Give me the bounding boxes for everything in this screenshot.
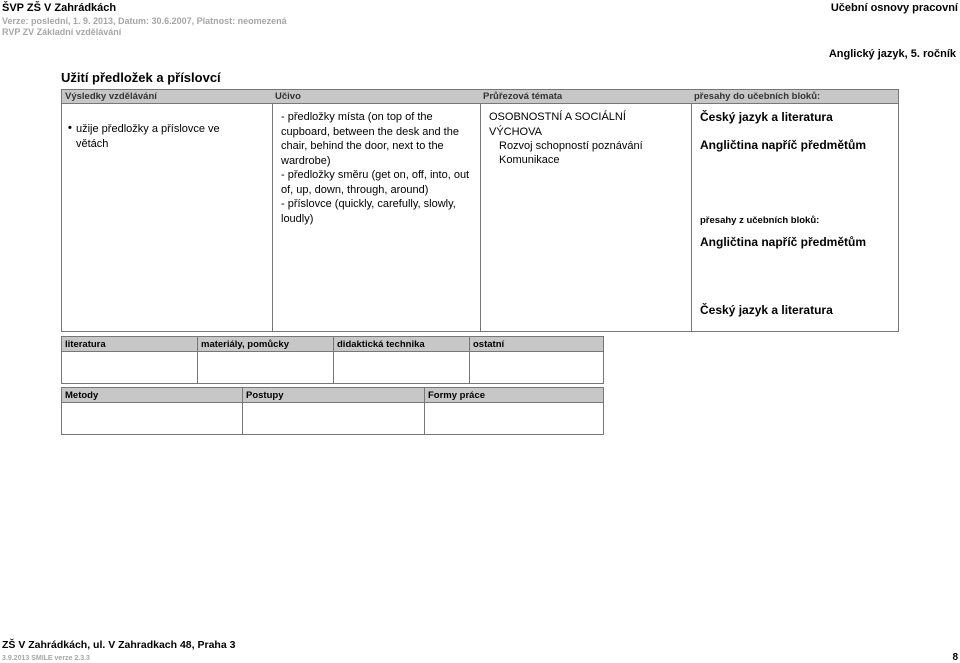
didactic-tech-cell [334, 352, 470, 383]
outcomes-cell [62, 104, 272, 331]
subject-grade: Anglický jazyk, 5. ročník [828, 48, 956, 60]
link-from-subject[interactable]: Angličtina napříč předmětům [700, 235, 867, 249]
document-type-label: Učební osnovy pracovní [830, 2, 958, 14]
header-materials: materiály, pomůcky [198, 337, 334, 352]
cross-topic-item: Komunikace [499, 154, 560, 166]
footer-address: ZŠ V Zahrádkách, ul. V Zahradkach 48, Praha 3 [2, 639, 236, 651]
section-title: Užití předložek a příslovcí [61, 70, 221, 85]
cross-topic-item: Rozvoj schopností poznávání [499, 140, 643, 152]
literature-cell [62, 352, 198, 383]
link-to-subject[interactable]: Český jazyk a literatura [700, 110, 833, 124]
curriculum-table [61, 89, 899, 332]
materials-cell [198, 352, 334, 383]
header-links-to: přesahy do učebních bloků: [691, 90, 898, 104]
school-title: ŠVP ZŠ V Zahrádkách [2, 2, 117, 14]
procedures-cell [243, 403, 425, 434]
links-cell [691, 104, 898, 331]
curriculum-cell [272, 104, 480, 331]
framework-line: RVP ZV Základní vzdělávání [2, 27, 122, 37]
links-from-label: přesahy z učebních bloků: [700, 215, 820, 226]
curriculum-text: - předložky místa (on top of the cupboard, between the desk and the chair, behind the door, next to the wardrobe) - předložky směru (get on, off, into, out of, up, down, through, around) - příslovce (quickly, carefully, slowly, loudly) [281, 111, 470, 225]
resources-table [61, 336, 604, 384]
header-didactic-tech: didaktická technika [334, 337, 470, 352]
footer-version: 3.9.2013 SMILE verze 2.3.3 [2, 655, 90, 662]
header-curriculum: Učivo [272, 90, 480, 104]
header-cross-topics: Průřezová témata [480, 90, 691, 104]
header-procedures: Postupy [243, 388, 425, 403]
version-line: Verze: poslední, 1. 9. 2013, Datum: 30.6.2007, Platnost: neomezená [2, 16, 287, 26]
methods-cell [62, 403, 243, 434]
cross-topic-title: OSOBNOSTNÍ A SOCIÁLNÍ VÝCHOVA [489, 111, 626, 138]
page-number: 8 [952, 652, 958, 663]
methods-table [61, 387, 604, 435]
link-from-subject[interactable]: Český jazyk a literatura [700, 303, 833, 317]
header-outcomes: Výsledky vzdělávání [62, 90, 272, 104]
header-other: ostatní [470, 337, 603, 352]
link-to-subject[interactable]: Angličtina napříč předmětům [700, 138, 867, 152]
outcome-text: užije předložky a příslovce ve větách [76, 123, 220, 150]
cross-topics-cell [480, 104, 691, 331]
header-methods: Metody [62, 388, 243, 403]
header-work-forms: Formy práce [425, 388, 603, 403]
header-literature: literatura [62, 337, 198, 352]
bullet-icon: • [68, 122, 72, 134]
outcome-item [68, 122, 248, 151]
